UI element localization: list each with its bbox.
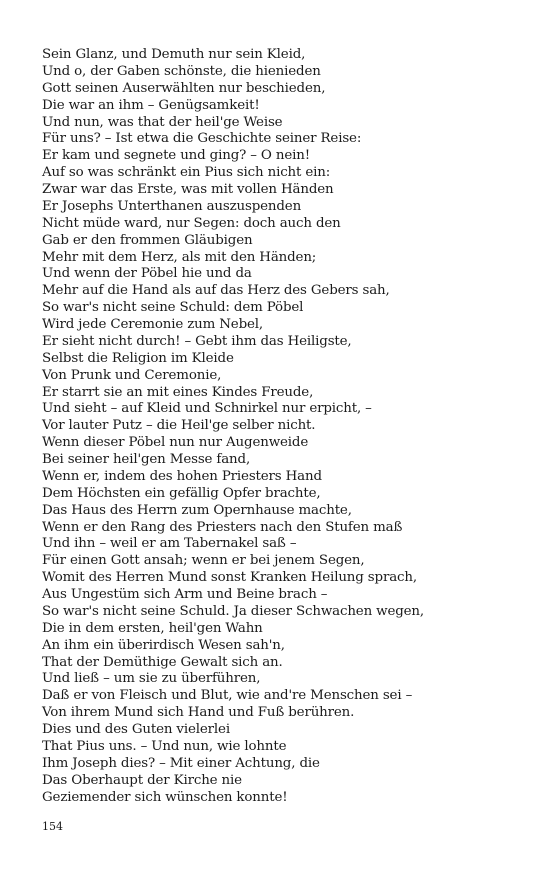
poem-line: Für uns? – Ist etwa die Geschichte seiner Reise: <box>42 131 362 147</box>
poem-line: Wenn er den Rang des Priesters nach den Stufen maß <box>42 519 403 535</box>
poem-line: So war's nicht seine Schuld: dem Pöbel <box>42 300 304 316</box>
poem-line: So war's nicht seine Schuld. Ja dieser Schwachen wegen, <box>42 603 425 619</box>
poem-line: Wenn er, indem des hohen Priesters Hand <box>42 468 322 484</box>
poem-line: Auf so was schränkt ein Pius sich nicht ein: <box>42 165 331 181</box>
page-number: 154 <box>42 820 63 833</box>
poem-line: Das Haus des Herrn zum Opernhause machte, <box>42 502 352 518</box>
poem-line: Er Josephs Unterthanen auszuspenden <box>42 198 302 214</box>
poem-line: Vor lauter Putz – die Heil'ge selber nicht. <box>42 418 316 434</box>
poem-line: Und ließ – um sie zu überführen, <box>42 671 261 687</box>
poem-line: Gab er den frommen Gläubigen <box>42 232 253 248</box>
poem-line: Dem Höchsten ein gefällig Opfer brachte, <box>42 485 321 501</box>
poem-line: Er starrt sie an mit eines Kindes Freude, <box>42 384 314 400</box>
poem-line: Wenn dieser Pöbel nun nur Augenweide <box>42 435 309 451</box>
poem-line: Und ihn – weil er am Tabernakel saß – <box>42 536 297 552</box>
poem-line: Bei seiner heil'gen Messe fand, <box>42 452 251 467</box>
poem-line: Das Oberhaupt der Kirche nie <box>42 772 242 788</box>
poem-line: Nicht müde ward, nur Segen: doch auch den <box>42 215 341 231</box>
poem-line: Geziemender sich wünschen konnte! <box>42 789 288 805</box>
poem-line: Er sieht nicht durch! – Gebt ihm das Heiligste, <box>42 333 352 349</box>
poem-line: Mehr auf die Hand als auf das Herz des Gebers sah, <box>42 283 390 299</box>
poem-line: Mehr mit dem Herz, als mit den Händen; <box>42 249 317 265</box>
poem-line: Und o, der Gaben schönste, die hienieden <box>42 63 321 79</box>
poem-line: Die in dem ersten, heil'gen Wahn <box>42 620 263 636</box>
poem-line: Daß er von Fleisch und Blut, wie and're Menschen sei – <box>42 688 413 704</box>
poem-text <box>42 47 522 806</box>
poem-line: Wird jede Ceremonie zum Nebel, <box>42 317 264 332</box>
poem-line: Von ihrem Mund sich Hand und Fuß berühren. <box>42 705 355 721</box>
poem-line: Womit des Herren Mund sonst Kranken Heilung sprach, <box>42 570 417 586</box>
poem-line: Dies und des Guten vielerlei <box>42 722 230 737</box>
poem-line: Für einen Gott ansah; wenn er bei jenem Segen, <box>42 553 365 569</box>
poem-line: Und sieht – auf Kleid und Schnirkel nur erpicht, – <box>42 401 372 417</box>
poem-line: That Pius uns. – Und nun, wie lohnte <box>42 738 287 754</box>
poem-line: Selbst die Religion im Kleide <box>42 350 234 366</box>
poem-line: Aus Ungestüm sich Arm und Beine brach – <box>42 587 328 602</box>
poem-line: Sein Glanz, und Demuth nur sein Kleid, <box>42 47 306 62</box>
poem-line: Zwar war das Erste, was mit vollen Händen <box>42 182 334 197</box>
poem-line: Er kam und segnete und ging? – O nein! <box>42 148 310 164</box>
poem-line: Ihm Joseph dies? – Mit einer Achtung, die <box>42 755 320 771</box>
poem-line: Von Prunk und Ceremonie, <box>42 367 222 383</box>
poem-line: Die war an ihm – Genügsamkeit! <box>42 97 260 113</box>
poem-line: Und wenn der Pöbel hie und da <box>42 266 252 282</box>
poem-line: Und nun, was that der heil'ge Weise <box>42 114 283 130</box>
poem-line: Gott seinen Auserwählten nur beschieden, <box>42 80 326 96</box>
poem-line: An ihm ein überirdisch Wesen sah'n, <box>42 637 285 653</box>
poem-line: That der Demüthige Gewalt sich an. <box>42 654 283 670</box>
